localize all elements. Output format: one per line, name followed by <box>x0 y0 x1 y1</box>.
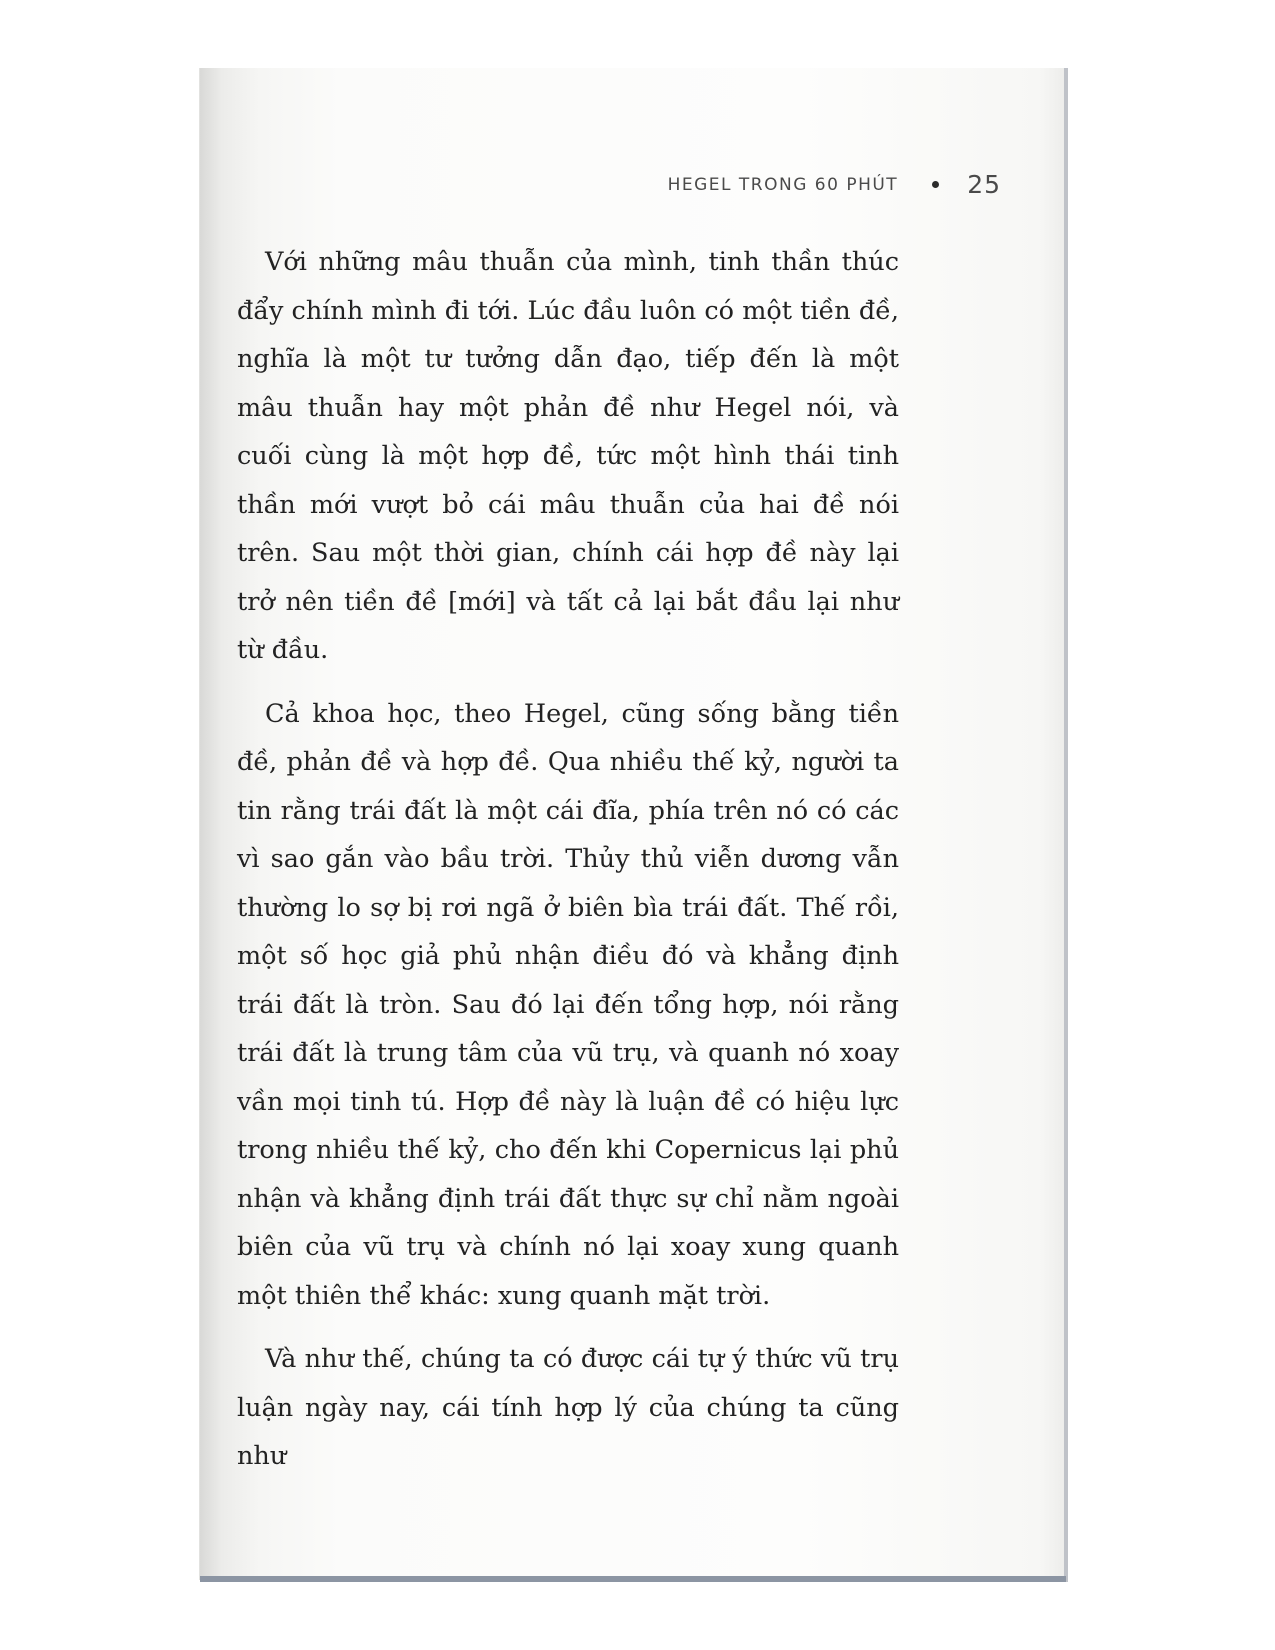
bullet-separator <box>932 181 939 188</box>
book-page <box>200 68 1066 1580</box>
running-head-title: HEGEL TRONG 60 PHÚT <box>667 174 899 195</box>
page-edge-right <box>1064 68 1068 1582</box>
body-text <box>237 238 899 1481</box>
page-edge-bottom <box>200 1576 1066 1582</box>
paragraph-2: Cả khoa học, theo Hegel, cũng sống bằng tiền đề, phản đề và hợp đề. Qua nhiều thế kỷ, người ta tin rằng trái đất là một cái đĩa, phía trên nó có các vì sao gắn vào bầu trời. Thủy thủ viễn dương vẫn thường lo sợ bị rơi ngã ở biên bìa trái đất. Thế rồi, một số học giả phủ nhận điều đó và khẳng định trái đất là tròn. Sau đó lại đến tổng hợp, nói rằng trái đất là trung tâm của vũ trụ, và quanh nó xoay vần mọi tinh tú. Hợp đề này là luận đề có hiệu lực trong nhiều thế kỷ, cho đến khi Copernicus lại phủ nhận và khẳng định trái đất thực sự chỉ nằm ngoài biên của vũ trụ và chính nó lại xoay xung quanh một thiên thể khác: xung quanh mặt trời. <box>237 698 899 1311</box>
running-head <box>668 170 1001 199</box>
paragraph-1: Với những mâu thuẫn của mình, tinh thần thúc đẩy chính mình đi tới. Lúc đầu luôn có một tiền đề, nghĩa là một tư tưởng dẫn đạo, tiếp đến là một mâu thuẫn hay một phản đề như Hegel nói, và cuối cùng là một hợp đề, tức một hình thái tinh thần mới vượt bỏ cái mâu thuẫn của hai đề nói trên. Sau một thời gian, chính cái hợp đề này lại trở nên tiền đề [mới] và tất cả lại bắt đầu lại như từ đầu. <box>237 247 899 665</box>
paragraph-3: Và như thế, chúng ta có được cái tự ý thức vũ trụ luận ngày nay, cái tính hợp lý của chúng ta cũng như <box>237 1344 899 1471</box>
page-number: 25 <box>967 170 1001 199</box>
